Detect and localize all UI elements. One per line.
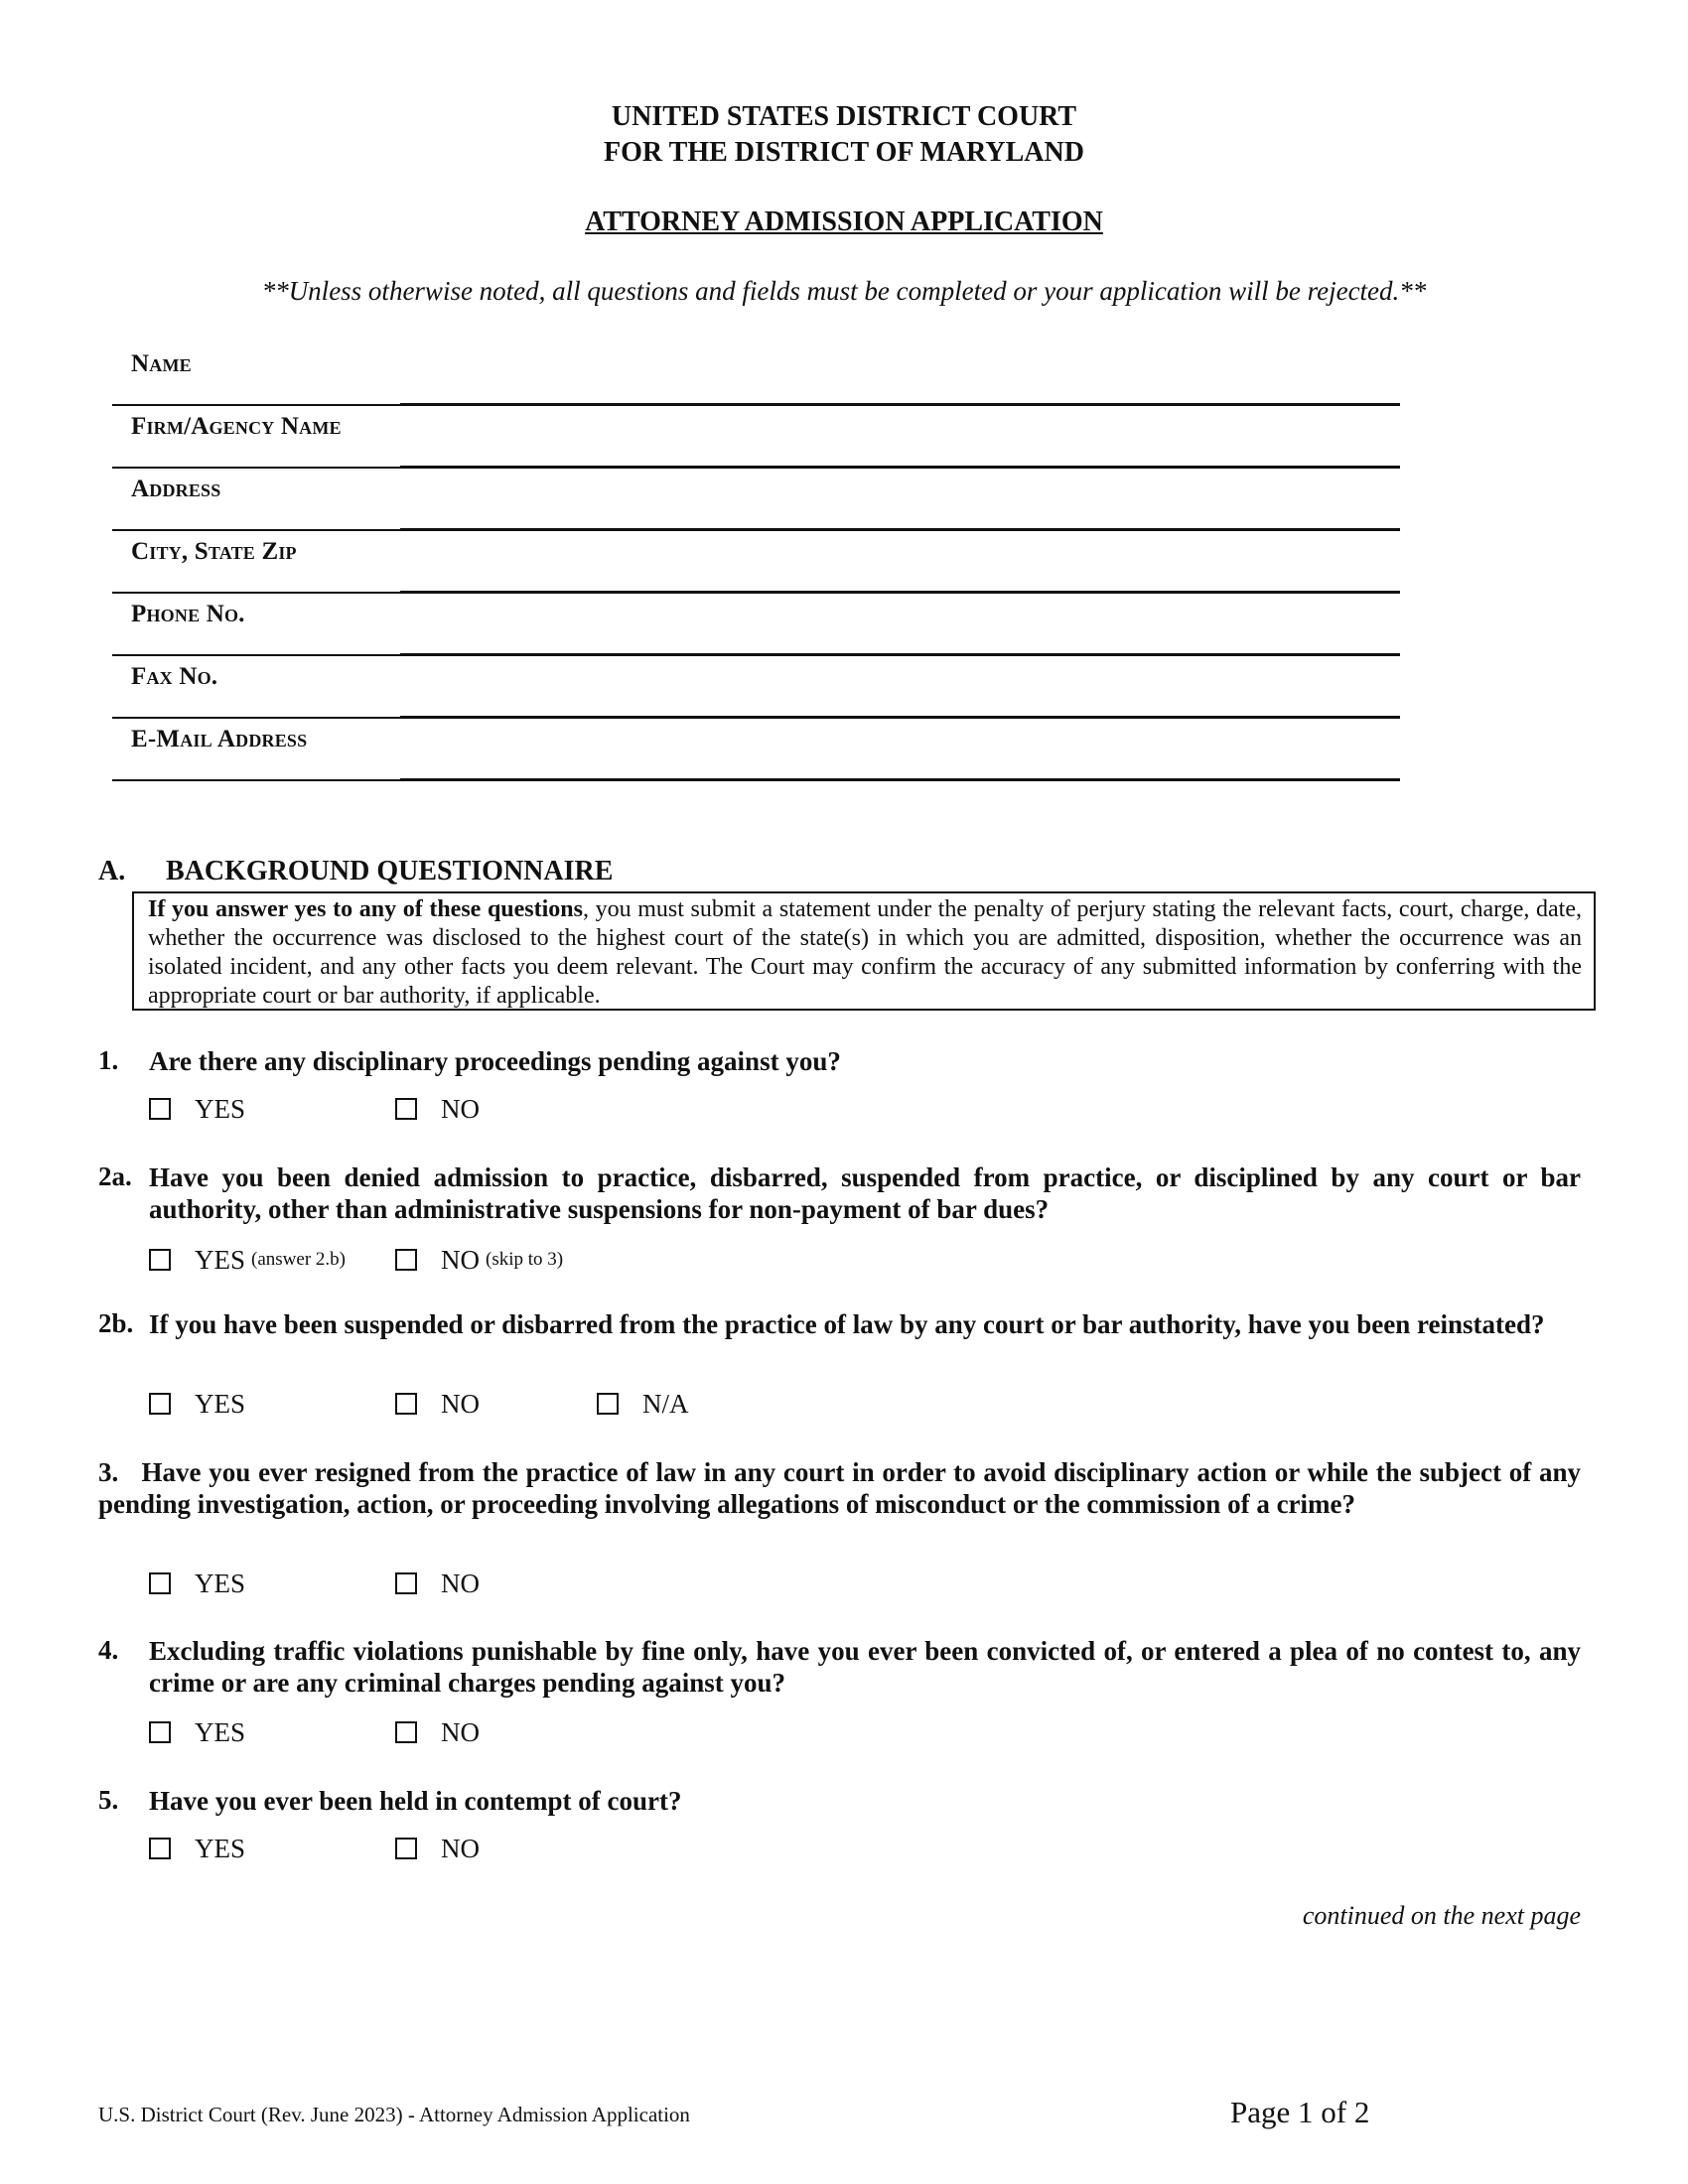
option-label: NO [441, 1244, 480, 1275]
checkbox[interactable] [395, 1721, 417, 1743]
option-label: YES [195, 1093, 246, 1124]
checkbox[interactable] [149, 1098, 171, 1120]
section-a-letter: A. [98, 856, 126, 887]
field-row-address [112, 468, 1400, 531]
field-row-firm [112, 405, 1400, 469]
completion-notice: **Unless otherwise noted, all questions and fields must be completed or your application will be rejected.** [261, 276, 1427, 306]
q2b-no-option[interactable] [395, 1387, 480, 1421]
field-row-name [112, 342, 1400, 406]
field-label-address: Address [131, 476, 221, 502]
court-name-line2: FOR THE DISTRICT OF MARYLAND [604, 137, 1084, 168]
instructions-box [132, 891, 1596, 1011]
field-row-email [112, 718, 1400, 781]
question-3 [98, 1456, 1581, 1520]
q2b-yes-option[interactable] [149, 1387, 245, 1421]
page-number: Page 1 of 2 [1230, 2095, 1370, 2129]
footer-form-id: U.S. District Court (Rev. June 2023) - Attorney Admission Application [98, 2103, 690, 2126]
q2b-na-option[interactable] [597, 1387, 689, 1421]
question-text: Have you ever been held in contempt of court? [149, 1786, 682, 1816]
question-number: 4. [98, 1635, 119, 1665]
field-row-fax [112, 655, 1400, 719]
question-text: Have you ever resigned from the practice of law in any court in order to avoid disciplinary action or while the subject of any pending investigation, action, or proceeding involving allegations of misconduct or the commission of a crime? [98, 1457, 1581, 1519]
checkbox[interactable] [395, 1572, 417, 1594]
checkbox[interactable] [149, 1721, 171, 1743]
field-label-firm: Firm/Agency Name [131, 413, 342, 440]
q4-yes-option[interactable] [149, 1715, 245, 1749]
instructions-text: , you must submit a statement under the penalty of perjury stating the relevant facts, court, charge, date, whether the occurrence was disclosed to the highest court of the state(s) in which you are admitted, disposition, whether the occurrence was an isolated incident, and any other facts you deem relevant. The Court may confirm the accuracy of any submitted information by conferring with the appropriate court or bar authority, if applicable. [148, 896, 1582, 1009]
fax-input[interactable] [410, 677, 1390, 713]
option-label: NO [441, 1568, 480, 1598]
checkbox[interactable] [149, 1838, 171, 1859]
field-label-email: E-Mail Address [131, 726, 308, 752]
q4-no-option[interactable] [395, 1715, 480, 1749]
checkbox[interactable] [395, 1249, 417, 1271]
continued-note: continued on the next page [1302, 1901, 1581, 1930]
question-text: Excluding traffic violations punishable by fine only, have you ever been convicted of, or entered a plea of no contest to, any crime or are any criminal charges pending against you? [149, 1636, 1581, 1698]
checkbox[interactable] [395, 1098, 417, 1120]
option-label: NO [441, 1388, 480, 1419]
field-label-phone: Phone No. [131, 601, 245, 627]
field-label-fax: Fax No. [131, 663, 218, 690]
question-text: If you have been suspended or disbarred from the practice of law by any court or bar authority, have you been reinstated? [149, 1309, 1545, 1339]
field-row-city [112, 530, 1400, 594]
question-number: 3. [98, 1457, 119, 1487]
city-state-zip-input[interactable] [410, 552, 1390, 588]
q1-no-option[interactable] [395, 1092, 480, 1126]
form-title: ATTORNEY ADMISSION APPLICATION [585, 206, 1103, 237]
option-label: NO [441, 1716, 480, 1747]
phone-input[interactable] [410, 614, 1390, 650]
q3-yes-option[interactable] [149, 1567, 245, 1600]
option-label: NO [441, 1833, 480, 1863]
email-input[interactable] [410, 740, 1390, 775]
checkbox[interactable] [149, 1572, 171, 1594]
option-label: N/A [642, 1388, 689, 1419]
question-text: Have you been denied admission to practice, disbarred, suspended from practice, or disciplined by any court or bar authority, other than administrative suspensions for non-payment of bar dues? [149, 1162, 1581, 1224]
q5-no-option[interactable] [395, 1832, 480, 1865]
checkbox[interactable] [395, 1393, 417, 1415]
section-a-title: BACKGROUND QUESTIONNAIRE [166, 856, 614, 887]
q2a-no-option[interactable] [395, 1243, 563, 1277]
field-row-phone [112, 593, 1400, 656]
option-label: YES [195, 1244, 246, 1275]
option-label: YES [195, 1388, 246, 1419]
court-name-line1: UNITED STATES DISTRICT COURT [611, 101, 1077, 132]
field-label-name: Name [131, 350, 192, 377]
q2a-yes-option[interactable] [149, 1243, 346, 1277]
checkbox[interactable] [149, 1393, 171, 1415]
field-rule [112, 779, 400, 781]
q5-yes-option[interactable] [149, 1832, 245, 1865]
question-number: 2a. [98, 1161, 132, 1191]
checkbox[interactable] [395, 1838, 417, 1859]
option-label: NO [441, 1093, 480, 1124]
option-note: (skip to 3) [486, 1249, 564, 1270]
name-input[interactable] [410, 364, 1390, 400]
option-label: YES [195, 1833, 246, 1863]
q3-no-option[interactable] [395, 1567, 480, 1600]
question-number: 5. [98, 1785, 119, 1815]
field-label-city: City, State Zip [131, 538, 297, 565]
question-number: 2b. [98, 1308, 134, 1338]
field-underline [400, 778, 1400, 781]
option-label: YES [195, 1568, 246, 1598]
option-label: YES [195, 1716, 246, 1747]
checkbox[interactable] [149, 1249, 171, 1271]
checkbox[interactable] [597, 1393, 619, 1415]
question-number: 1. [98, 1045, 119, 1075]
q1-yes-option[interactable] [149, 1092, 245, 1126]
instructions-bold: If you answer yes to any of these questions [148, 896, 583, 922]
address-input[interactable] [410, 489, 1390, 525]
question-text: Are there any disciplinary proceedings pending against you? [149, 1046, 841, 1076]
firm-agency-input[interactable] [410, 427, 1390, 463]
option-note: (answer 2.b) [251, 1249, 346, 1270]
